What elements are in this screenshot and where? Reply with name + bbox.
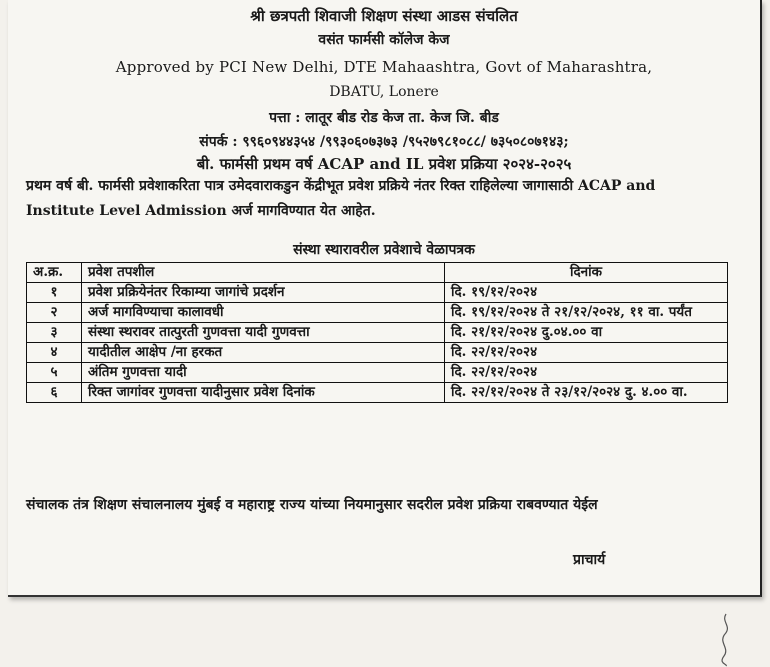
row-detail: रिक्त जागांवर गुणवत्ता यादीनुसार प्रवेश दिनांक (82, 383, 445, 403)
row-detail: अर्ज मागविण्याचा कालावधी (82, 303, 445, 323)
schedule-table (26, 262, 728, 403)
row-date: दि. २२/१२/२०२४ ते २३/१२/२०२४ दु. ४.०० वा. (445, 383, 728, 403)
notice-heading: बी. फार्मसी प्रथम वर्ष ACAP and IL प्रवेश प्रक्रिया २०२४-२०२५ (196, 155, 572, 173)
row-serial: ५ (27, 363, 82, 383)
row-serial: ६ (27, 383, 82, 403)
table-row (27, 363, 728, 383)
row-date: दि. २२/१२/२०२४ (445, 363, 728, 383)
closing-paragraph: संचालक तंत्र शिक्षण संचालनालय मुंबई व महाराष्ट्र राज्य यांच्या नियमानुसार सदरील प्रवेश प्रक्रिया राबवण्यात येईल (26, 497, 598, 513)
row-detail: संस्था स्थरावर तात्पुरती गुणवत्ता यादी गुणवत्ता (82, 323, 445, 343)
row-serial: ३ (27, 323, 82, 343)
approval-line: Approved by PCI New Delhi, DTE Mahaashtra, Govt of Maharashtra, (115, 58, 653, 76)
signature-principal: प्राचार्य (573, 552, 606, 568)
header-serial: अ.क्र. (27, 263, 82, 283)
row-serial: ४ (27, 343, 82, 363)
society-name: श्री छत्रपती शिवाजी शिक्षण संस्था आडस संचलित (250, 7, 518, 25)
table-row (27, 343, 728, 363)
pen-stroke-mark (712, 612, 742, 667)
table-row (27, 323, 728, 343)
header-date: दिनांक (445, 263, 728, 283)
header-detail: प्रवेश तपशील (82, 263, 445, 283)
address: पत्ता : लातूर बीड रोड केज ता. केज जि. बीड (269, 110, 499, 126)
row-serial: २ (27, 303, 82, 323)
row-date: दि. १९/१२/२०२४ (445, 283, 728, 303)
schedule-title: संस्था स्थारावरील प्रवेशाचे वेळापत्रक (293, 242, 475, 258)
table-row (27, 303, 728, 323)
row-detail: यादीतील आक्षेप /ना हरकत (82, 343, 445, 363)
schedule-header-row (27, 263, 728, 283)
intro-paragraph: प्रथम वर्ष बी. फार्मसी प्रवेशाकरिता पात्र उमेदवाराकडुन केंद्रीभूत प्रवेश प्रक्रिये नंतर रिक्त राहिलेल्या जागासाठी ACAP and Institute Level Admission अर्ज मागविण्यात येत आहेत. (26, 178, 656, 219)
college-name: वसंत फार्मसी कॉलेज केज (318, 32, 450, 48)
table-row (27, 383, 728, 403)
row-date: दि. २२/१२/२०२४ (445, 343, 728, 363)
row-date: दि. २१/१२/२०२४ दु.०४.०० वा (445, 323, 728, 343)
notice-sheet (8, 0, 762, 597)
table-row (27, 283, 728, 303)
row-detail: प्रवेश प्रक्रियेनंतर रिकाम्या जागांचे प्रदर्शन (82, 283, 445, 303)
row-detail: अंतिम गुणवत्ता यादी (82, 363, 445, 383)
row-serial: १ (27, 283, 82, 303)
row-date: दि. १९/१२/२०२४ ते २१/१२/२०२४, ११ वा. पर्यंत (445, 303, 728, 323)
approval-line-2: DBATU, Lonere (329, 84, 439, 100)
contact-numbers: संपर्क : ९९६०९४४३५४ /९९३०६०७३७३ /९५२७९८१०८८/ ७३५०८०७१४३; (199, 134, 569, 150)
